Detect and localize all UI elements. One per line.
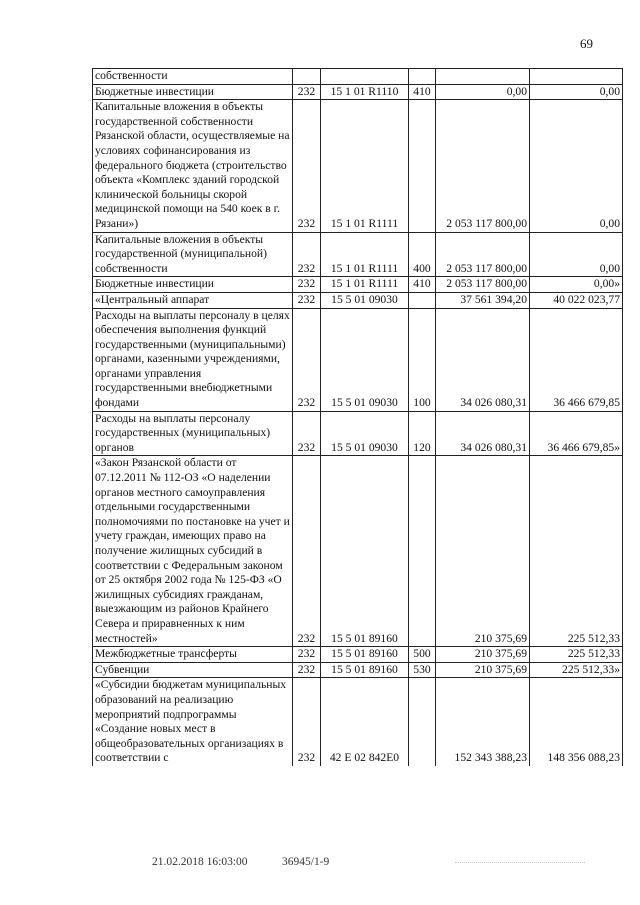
row-ministry: 232 xyxy=(293,678,321,766)
row-csr: 15 5 01 89160 xyxy=(321,456,409,647)
row-ministry: 232 xyxy=(293,308,321,411)
row-ministry: 232 xyxy=(293,411,321,456)
row-csr: 15 5 01 09030 xyxy=(321,308,409,411)
row-ministry: 232 xyxy=(293,84,321,100)
table-row xyxy=(93,662,623,678)
row-name: Расходы на выплаты персоналу государственных (муниципальных) органов xyxy=(93,411,293,456)
row-vr: 400 xyxy=(409,232,436,277)
table-row xyxy=(93,69,623,85)
row-sum-2018: 210 375,69 xyxy=(436,662,530,678)
row-sum-2018: 2 053 117 800,00 xyxy=(436,100,530,232)
table-row xyxy=(93,308,623,411)
row-csr: 15 5 01 89160 xyxy=(321,647,409,663)
row-vr xyxy=(409,456,436,647)
row-sum-2019: 40 022 023,77 xyxy=(530,292,623,308)
row-sum-2019: 148 356 088,23 xyxy=(530,678,623,766)
row-sum-2018: 34 026 080,31 xyxy=(436,411,530,456)
row-ministry: 232 xyxy=(293,647,321,663)
row-sum-2019: 0,00» xyxy=(530,277,623,293)
faint-scan-mark xyxy=(455,862,585,871)
table-row xyxy=(93,100,623,232)
row-vr: 120 xyxy=(409,411,436,456)
row-name: Капитальные вложения в объекты государственной (муниципальной) собственности xyxy=(93,232,293,277)
table-row xyxy=(93,411,623,456)
row-sum-2019: 0,00 xyxy=(530,100,623,232)
row-vr xyxy=(409,100,436,232)
row-vr xyxy=(409,678,436,766)
row-sum-2018: 210 375,69 xyxy=(436,456,530,647)
row-name: собственности xyxy=(93,69,293,85)
row-name: «Закон Рязанской области от 07.12.2011 № 112-ОЗ «О наделении органов местного самоуправления отдельными государственными полномочиями по постановке на учет и учету граждан, имеющих право на получение жилищных субсидий в соответствии с Федеральным законом от 25 октября 2002 года № 125-ФЗ «О жилищных субсидиях гражданам, выезжающим из районов Крайнего Севера и приравненных к ним местностей» xyxy=(93,456,293,647)
row-csr: 15 5 01 09030 xyxy=(321,411,409,456)
table-row xyxy=(93,678,623,766)
row-sum-2019: 0,00 xyxy=(530,84,623,100)
footer-timestamp: 21.02.2018 16:03:00 xyxy=(152,856,248,868)
row-vr: 410 xyxy=(409,84,436,100)
table-row xyxy=(93,277,623,293)
table-row xyxy=(93,292,623,308)
row-csr: 15 1 01 R1111 xyxy=(321,232,409,277)
row-vr: 100 xyxy=(409,308,436,411)
row-sum-2018: 34 026 080,31 xyxy=(436,308,530,411)
row-sum-2019: 36 466 679,85» xyxy=(530,411,623,456)
row-csr: 42 E 02 842E0 xyxy=(321,678,409,766)
row-sum-2018: 152 343 388,23 xyxy=(436,678,530,766)
table-row xyxy=(93,456,623,647)
row-vr: 530 xyxy=(409,662,436,678)
row-name: Капитальные вложения в объекты государственной собственности Рязанской области, осуществляемые на условиях софинансирования из федерального бюджета (строительство объекта «Комплекс зданий городской клинической больницы скорой медицинской помощи на 540 коек в г. Рязани») xyxy=(93,100,293,232)
row-csr: 15 1 01 R1111 xyxy=(321,100,409,232)
row-csr: 15 5 01 89160 xyxy=(321,662,409,678)
footer-document-code: 36945/1-9 xyxy=(282,856,330,868)
row-vr xyxy=(409,292,436,308)
row-sum-2019: 36 466 679,85 xyxy=(530,308,623,411)
row-csr: 15 1 01 R1110 xyxy=(321,84,409,100)
row-vr xyxy=(409,69,436,85)
row-sum-2018: 2 053 117 800,00 xyxy=(436,232,530,277)
row-ministry xyxy=(293,69,321,85)
row-ministry: 232 xyxy=(293,100,321,232)
row-csr: 15 1 01 R1111 xyxy=(321,277,409,293)
row-ministry: 232 xyxy=(293,232,321,277)
row-sum-2019: 225 512,33 xyxy=(530,647,623,663)
row-name: Бюджетные инвестиции xyxy=(93,277,293,293)
row-vr: 500 xyxy=(409,647,436,663)
row-name: Межбюджетные трансферты xyxy=(93,647,293,663)
row-ministry: 232 xyxy=(293,456,321,647)
row-csr xyxy=(321,69,409,85)
row-sum-2019: 225 512,33» xyxy=(530,662,623,678)
row-sum-2018: 210 375,69 xyxy=(436,647,530,663)
row-name: Бюджетные инвестиции xyxy=(93,84,293,100)
row-sum-2018: 2 053 117 800,00 xyxy=(436,277,530,293)
row-sum-2019: 0,00 xyxy=(530,232,623,277)
row-name: Расходы на выплаты персоналу в целях обеспечения выполнения функций государственными (муниципальными) органами, казенными учреждениями, органами управления государственными внебюджетными фондами xyxy=(93,308,293,411)
table-row xyxy=(93,232,623,277)
row-ministry: 232 xyxy=(293,277,321,293)
row-sum-2018: 37 561 394,20 xyxy=(436,292,530,308)
budget-table xyxy=(92,68,623,766)
table-row xyxy=(93,84,623,100)
row-sum-2018 xyxy=(436,69,530,85)
row-name: Субвенции xyxy=(93,662,293,678)
row-sum-2019 xyxy=(530,69,623,85)
table-row xyxy=(93,647,623,663)
page-number: 69 xyxy=(580,36,593,51)
row-ministry: 232 xyxy=(293,662,321,678)
row-csr: 15 5 01 09030 xyxy=(321,292,409,308)
row-ministry: 232 xyxy=(293,292,321,308)
row-name: «Субсидии бюджетам муниципальных образований на реализацию мероприятий подпрограммы «Создание новых мест в общеобразовательных организациях в соответствии с xyxy=(93,678,293,766)
row-sum-2018: 0,00 xyxy=(436,84,530,100)
row-vr: 410 xyxy=(409,277,436,293)
row-sum-2019: 225 512,33 xyxy=(530,456,623,647)
row-name: «Центральный аппарат xyxy=(93,292,293,308)
